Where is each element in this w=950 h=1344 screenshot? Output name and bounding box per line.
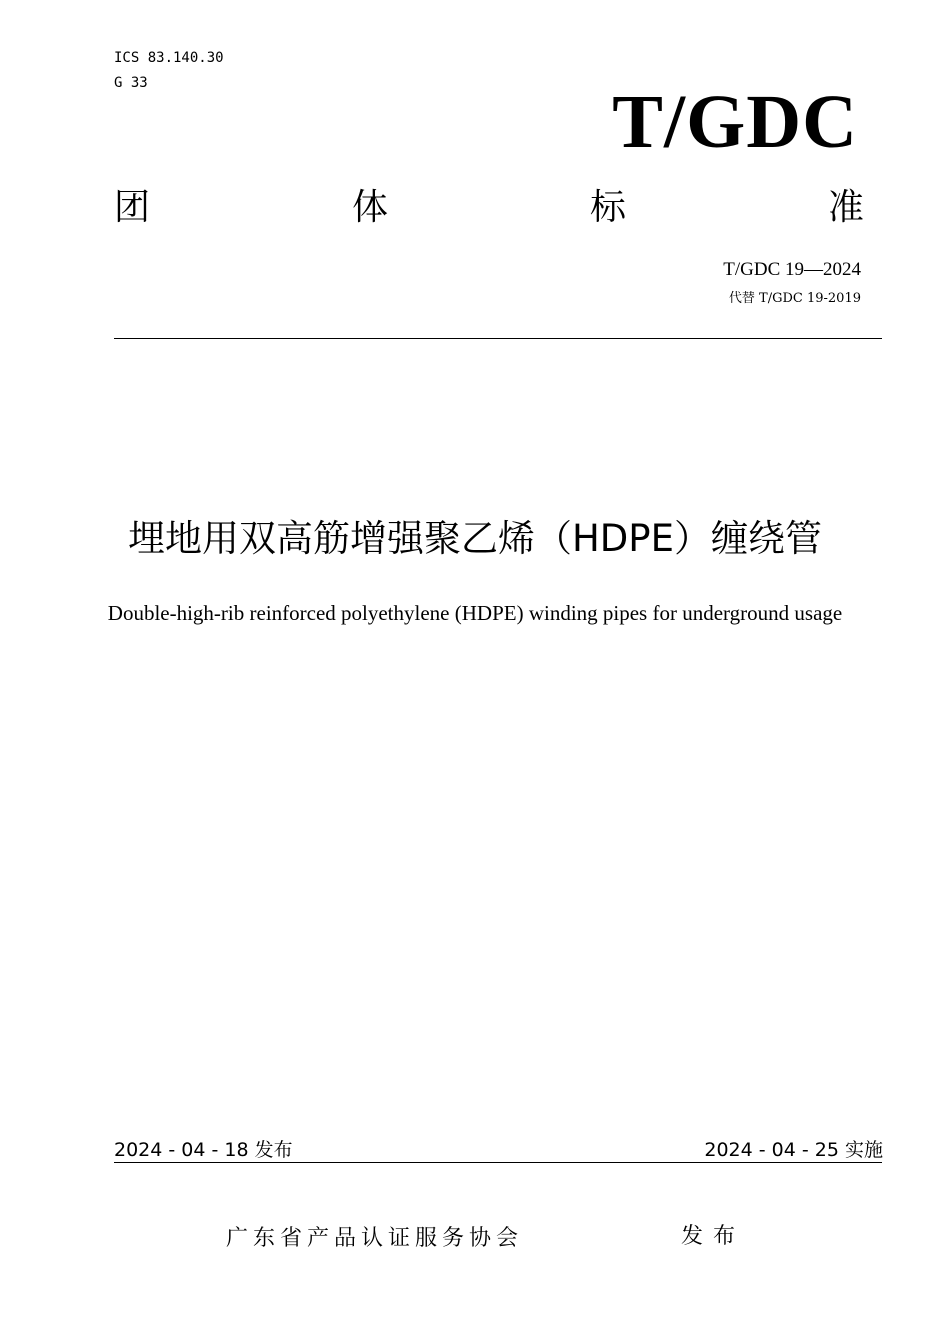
document-type-char: 标 <box>589 187 626 228</box>
header-divider <box>114 338 882 339</box>
standard-brand: T/GDC <box>612 80 858 164</box>
classification-code: G 33 <box>114 75 148 91</box>
replaces-standard: 代替 T/GDC 19-2019 <box>728 291 861 306</box>
implementation-date: 2024 - 04 - 25 实施 <box>704 1139 883 1161</box>
document-type <box>114 186 864 230</box>
title-english: Double-high-rib reinforced polyethylene (HDPE) winding pipes for underground usage <box>107 601 843 625</box>
publisher-name: 广东省产品认证服务协会 <box>226 1226 524 1251</box>
title-chinese: 埋地用双高筋增强聚乙烯（HDPE）缠绕管 <box>127 517 822 560</box>
document-type-char: 团 <box>114 187 151 228</box>
published-label: 发布 <box>681 1224 746 1249</box>
ics-code: ICS 83.140.30 <box>114 50 224 66</box>
document-type-char: 准 <box>827 187 864 228</box>
issue-date: 2024 - 04 - 18 发布 <box>114 1139 293 1161</box>
standard-number: T/GDC 19—2024 <box>723 259 861 280</box>
footer-divider <box>114 1162 882 1163</box>
document-type-char: 体 <box>351 187 388 228</box>
